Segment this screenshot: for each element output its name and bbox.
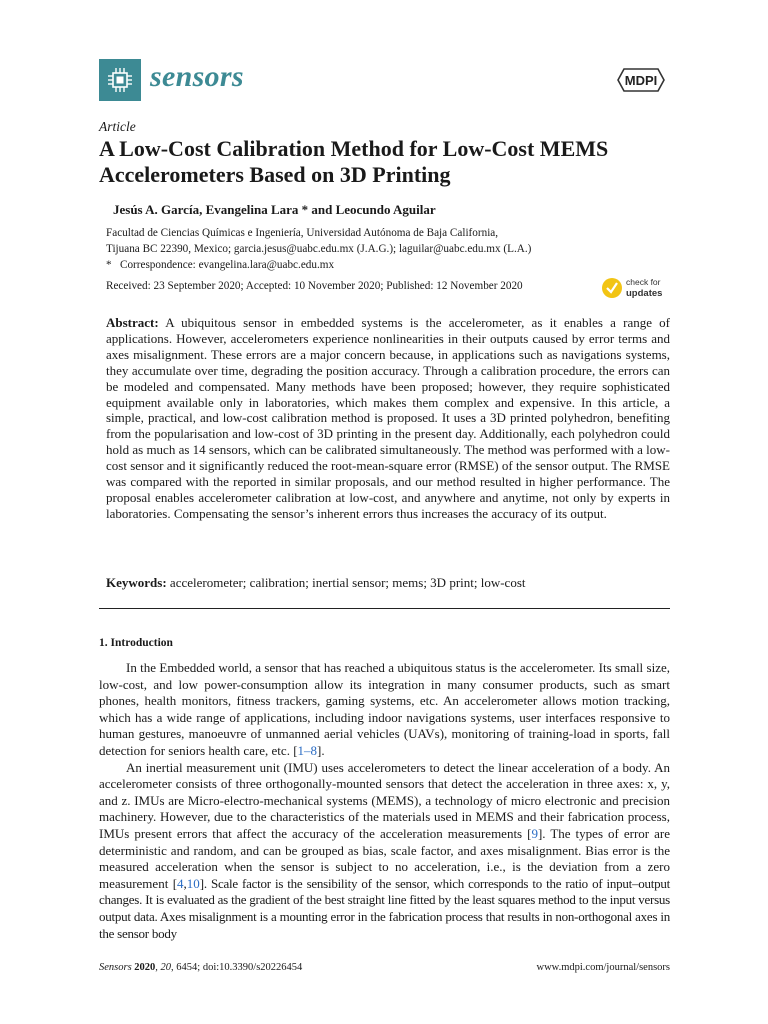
publisher-name: MDPI [624, 73, 658, 88]
section-heading: 1. Introduction [99, 637, 173, 649]
footer-volume: 20 [160, 962, 172, 973]
title-line-1: A Low-Cost Calibration Method for Low-Cost MEMS [99, 136, 609, 161]
abstract-label: Abstract: [106, 315, 159, 330]
citation-link[interactable]: 10 [186, 875, 200, 891]
abstract-text: A ubiquitous sensor in embedded systems is the accelerometer, as it enables a range of applications. However, accelerometers experience nonlinearities in their outputs caused by error terms and axes misalignment. These errors are a major concern because, in applications such as navigations systems, they accumulate over time, degrading the position accuracy. Through a calibration procedure, the errors can be modeled and compensated. Many methods have been proposed; however, they require sophisticated equipment available only in laboratories, which makes them complex and expensive. In this article, a simple, practical, and low-cost calibration method is proposed. It uses a 3D printed polyhedron, benefiting from the popularisation and low-cost of 3D printing in the present day. Additionally, each polyhedron could hold as much as 14 sensors, which can be calibrated simultaneously. The method was performed with a low-cost sensor and it significantly reduced the root-mean-square error (RMSE) of the sensor output. The RMSE was compared with the reported in similar proposals, and our method resulted in higher performance. The proposal enables accelerometer calibration at low-cost, and anywhere and anytime, not only by experts in laboratories. Compensating the sensor’s inherent errors thus increases the accuracy of its output. [106, 315, 670, 521]
footer-url[interactable]: www.mdpi.com/journal/sensors [536, 962, 670, 973]
article-type: Article [99, 119, 136, 134]
check-for-updates-badge[interactable] [601, 275, 673, 301]
citation-link[interactable]: 9 [531, 825, 538, 841]
correspondence [106, 257, 686, 273]
footer-citation: Sensors 2020, 20, 6454; doi:10.3390/s20226454 [99, 962, 303, 973]
paragraph-2-text-a: An inertial measurement unit (IMU) uses accelerometers to detect the linear acceleration of a body. An accelerometer consists of three orthogonally-mounted sensors that detect the acceleration in three axes: x, y, and z. IMUs are Micro-electro-mechanical systems (MEMS), a technology of micro electronic and precision machinery. However, due to the characteristics of the materials used in MEMS and their fabrication process, IMUs present errors that affect the accuracy of the acceleration measurements [ [99, 759, 670, 841]
affiliation-line-1: Facultad de Ciencias Químicas e Ingeniería, Universidad Autónoma de Baja California, [106, 227, 499, 239]
paragraph-1 [99, 660, 670, 760]
paragraph-1-end: ]. [317, 742, 325, 758]
abstract [106, 315, 670, 522]
citation-link[interactable]: 4 [177, 875, 184, 891]
check-badge-icon [602, 278, 622, 298]
paragraph-2-text-c: ]. Scale factor is the sensibility of the sensor, which corresponds to the ratio of input–output changes. It is evaluated as the gradient of the best straight line fitted by the least squares method to the input versus output data. Axes misalignment is a mounting error in the fabrication process that results in non-orthogonal axes in the sensor body [99, 875, 670, 941]
publisher-logo [612, 66, 670, 94]
footer-journal: Sensors [99, 962, 132, 973]
citation-link[interactable]: 1–8 [297, 742, 318, 758]
title-line-2: Accelerometers Based on 3D Printing [99, 162, 451, 187]
publication-dates: Received: 23 September 2020; Accepted: 10 November 2020; Published: 12 November 2020 [106, 280, 523, 292]
footer-doi: , 6454; doi:10.3390/s20226454 [171, 962, 303, 973]
journal-logo [99, 59, 141, 101]
footer-year: 2020 [134, 962, 156, 973]
paragraph-2-text-b: ]. The types of error are deterministic and random, and can be grouped as bias, scale factor, and axes misalignment. Bias error is the measured acceleration when the sensor is subject to no acceleration, i.e., is the deviation from a zero measurement [ [99, 825, 671, 891]
correspondence-marker: * [106, 259, 112, 271]
paragraph-1-text: In the Embedded world, a sensor that has reached a ubiquitous status is the accelerometer. Its small size, low-cost, and low power-consumption allow its integration in many consumer products, such as smart phones, health monitors, fitness trackers, gaming systems, etc. An accelerometer allows motion tracking, which has a wide range of applications, including indoor navigations systems, user interfaces responsive to human gestures, manoeuvre of unmanned aerial vehicles (UAVs), monitoring of training-load in sports, fall detection for seniors health care, etc. [ [99, 660, 670, 758]
keywords-text: accelerometer; calibration; inertial sensor; mems; 3D print; low-cost [169, 575, 526, 590]
citation-separator: , [183, 875, 187, 891]
check-updates-line2: updates [626, 288, 663, 299]
paragraph-2 [99, 760, 670, 943]
affiliations [106, 225, 686, 273]
check-updates-line1: check for [626, 277, 661, 287]
correspondence-text: Correspondence: evangelina.lara@uabc.edu.mx [119, 259, 335, 271]
section-divider [99, 608, 670, 609]
keywords-label: Keywords: [106, 575, 167, 590]
author-list: Jesús A. García, Evangelina Lara * and Leocundo Aguilar [113, 202, 436, 217]
body-text [99, 660, 670, 942]
keywords [106, 575, 670, 591]
chip-icon [105, 65, 135, 95]
journal-name: sensors [150, 60, 244, 93]
affiliation-line-2: Tijuana BC 22390, Mexico; garcia.jesus@uabc.edu.mx (J.A.G.); laguilar@uabc.edu.mx (L.A.) [106, 243, 532, 255]
page-title [99, 136, 699, 188]
